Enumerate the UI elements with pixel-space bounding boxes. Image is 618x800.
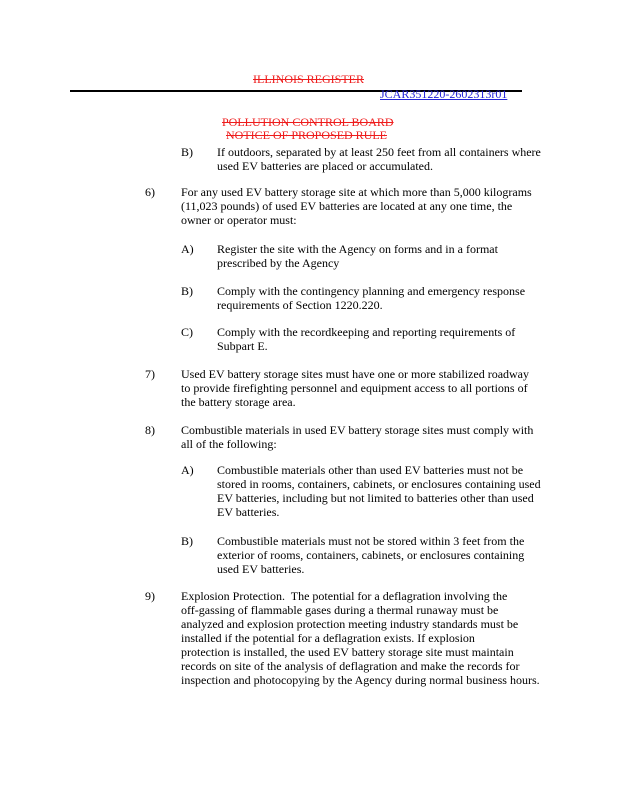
item-label: 9) [145,589,155,603]
item-line: protection is installed, the used EV battery storage site must maintain [181,645,514,659]
item-line: owner or operator must: [181,213,297,227]
item-line: off-gassing of flammable gases during a thermal runaway must be [181,603,499,617]
item-line: used EV batteries are placed or accumulated. [217,159,434,173]
item-line: EV batteries. [217,505,280,519]
item-line: all of the following: [181,437,277,451]
item-label: 8) [145,423,155,437]
item-line: Combustible materials must not be stored within 3 feet from the [217,534,525,548]
item-line: stored in rooms, containers, cabinets, or enclosures containing used [217,477,541,491]
item-line: records on site of the analysis of deflagration and make the records for [181,659,520,673]
item-line: inspection and photocopying by the Agency during normal business hours. [181,673,540,687]
item-line: If outdoors, separated by at least 250 feet from all containers where [217,145,541,159]
item-label: C) [181,325,193,339]
item-line: Comply with the contingency planning and emergency response [217,284,526,298]
notice-title: NOTICE OF PROPOSED RULE [226,128,388,142]
item-line: EV batteries, including but not limited to batteries other than used [217,491,534,505]
item-label: B) [181,145,193,159]
item-label: 7) [145,367,155,381]
item-line: Explosion Protection. The potential for a deflagration involving the [181,589,508,603]
item-line: analyzed and explosion protection meeting industry standards must be [181,617,519,631]
item-line: Register the site with the Agency on forms and in a format [217,242,498,256]
item-label: 6) [145,185,155,199]
item-line: Combustible materials in used EV battery storage sites must comply with [181,423,534,437]
register-title: ILLINOIS REGISTER [253,72,364,86]
item-label: A) [181,463,194,477]
item-line: exterior of rooms, containers, cabinets, or enclosures containing [217,548,525,562]
item-line: the battery storage area. [181,395,296,409]
item-line: requirements of Section 1220.220. [217,298,383,312]
board-title: POLLUTION CONTROL BOARD [222,115,394,129]
item-label: B) [181,534,193,548]
item-line: installed if the potential for a deflagration exists. If explosion [181,631,475,645]
item-label: A) [181,242,194,256]
item-label: B) [181,284,193,298]
item-line: to provide firefighting personnel and equipment access to all portions of [181,381,528,395]
item-line: For any used EV battery storage site at which more than 5,000 kilograms [181,185,532,199]
item-line: (11,023 pounds) of used EV batteries are located at any one time, the [181,199,513,213]
jcar-code: JCAR351220-2602313r01 [380,87,508,101]
item-line: Subpart E. [217,339,268,353]
item-line: Comply with the recordkeeping and reporting requirements of [217,325,516,339]
item-line: Used EV battery storage sites must have one or more stabilized roadway [181,367,530,381]
item-line: prescribed by the Agency [217,256,340,270]
item-line: Combustible materials other than used EV batteries must not be [217,463,524,477]
item-line: used EV batteries. [217,562,305,576]
